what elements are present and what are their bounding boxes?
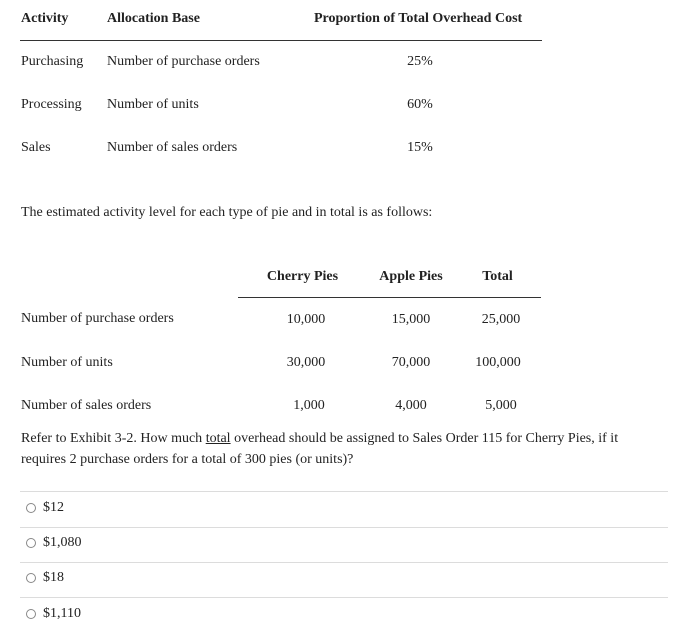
option-divider bbox=[20, 562, 668, 563]
row-sales-orders-total: 5,000 bbox=[485, 398, 517, 413]
header-cherry-pies: Cherry Pies bbox=[266, 269, 339, 284]
row-units-total: 100,000 bbox=[475, 355, 521, 370]
row-sales-orders-label: Number of sales orders bbox=[21, 398, 152, 413]
intro-text: The estimated activity level for each type of pie and in total is as follows: bbox=[21, 205, 433, 220]
radio-icon[interactable] bbox=[26, 503, 36, 513]
answer-option-3[interactable] bbox=[26, 568, 64, 588]
question-text bbox=[21, 428, 661, 470]
row-purchase-orders-apple: 15,000 bbox=[391, 312, 431, 327]
answer-option-label: $12 bbox=[43, 500, 64, 515]
header-total: Total bbox=[482, 269, 513, 284]
header-activity: Activity bbox=[21, 11, 69, 26]
answer-option-1[interactable] bbox=[26, 498, 64, 518]
header-proportion: Proportion of Total Overhead Cost bbox=[314, 11, 523, 26]
row-purchase-orders-total: 25,000 bbox=[481, 312, 521, 327]
row-sales-activity: Sales bbox=[21, 140, 51, 155]
row-sales-base: Number of sales orders bbox=[107, 140, 238, 155]
row-purchasing-proportion: 25% bbox=[407, 54, 433, 69]
row-processing-base: Number of units bbox=[107, 97, 199, 112]
radio-icon[interactable] bbox=[26, 609, 36, 619]
row-sales-orders-apple: 4,000 bbox=[395, 398, 427, 413]
header-apple-pies: Apple Pies bbox=[379, 269, 443, 284]
header-allocation-base: Allocation Base bbox=[107, 11, 200, 26]
answer-option-label: $1,110 bbox=[43, 606, 81, 621]
option-divider bbox=[20, 597, 668, 598]
allocation-header-rule bbox=[20, 40, 542, 41]
answer-option-label: $1,080 bbox=[43, 535, 82, 550]
row-sales-proportion: 15% bbox=[407, 140, 433, 155]
row-processing-activity: Processing bbox=[21, 97, 82, 112]
question-text-underlined: total bbox=[205, 431, 231, 446]
question-text-before: Refer to Exhibit 3-2. How much bbox=[21, 431, 206, 446]
row-units-label: Number of units bbox=[21, 355, 113, 370]
option-divider bbox=[20, 527, 668, 528]
option-divider bbox=[20, 491, 668, 492]
row-purchasing-base: Number of purchase orders bbox=[107, 54, 260, 69]
answer-option-2[interactable] bbox=[26, 533, 82, 553]
row-purchase-orders-label: Number of purchase orders bbox=[21, 311, 174, 326]
activity-header-rule bbox=[238, 297, 541, 298]
row-purchase-orders-cherry: 10,000 bbox=[286, 312, 326, 327]
answer-option-4[interactable] bbox=[26, 604, 81, 624]
question-text-after: overhead should be assigned to Sales Order 115 for Cherry Pies, if it requires 2 purchase orders for a total of 300 pies (or units)? bbox=[21, 431, 619, 467]
row-processing-proportion: 60% bbox=[407, 97, 433, 112]
radio-icon[interactable] bbox=[26, 538, 36, 548]
row-units-cherry: 30,000 bbox=[286, 355, 326, 370]
radio-icon[interactable] bbox=[26, 573, 36, 583]
row-units-apple: 70,000 bbox=[391, 355, 431, 370]
row-purchasing-activity: Purchasing bbox=[21, 54, 84, 69]
row-sales-orders-cherry: 1,000 bbox=[293, 398, 325, 413]
answer-option-label: $18 bbox=[43, 570, 64, 585]
